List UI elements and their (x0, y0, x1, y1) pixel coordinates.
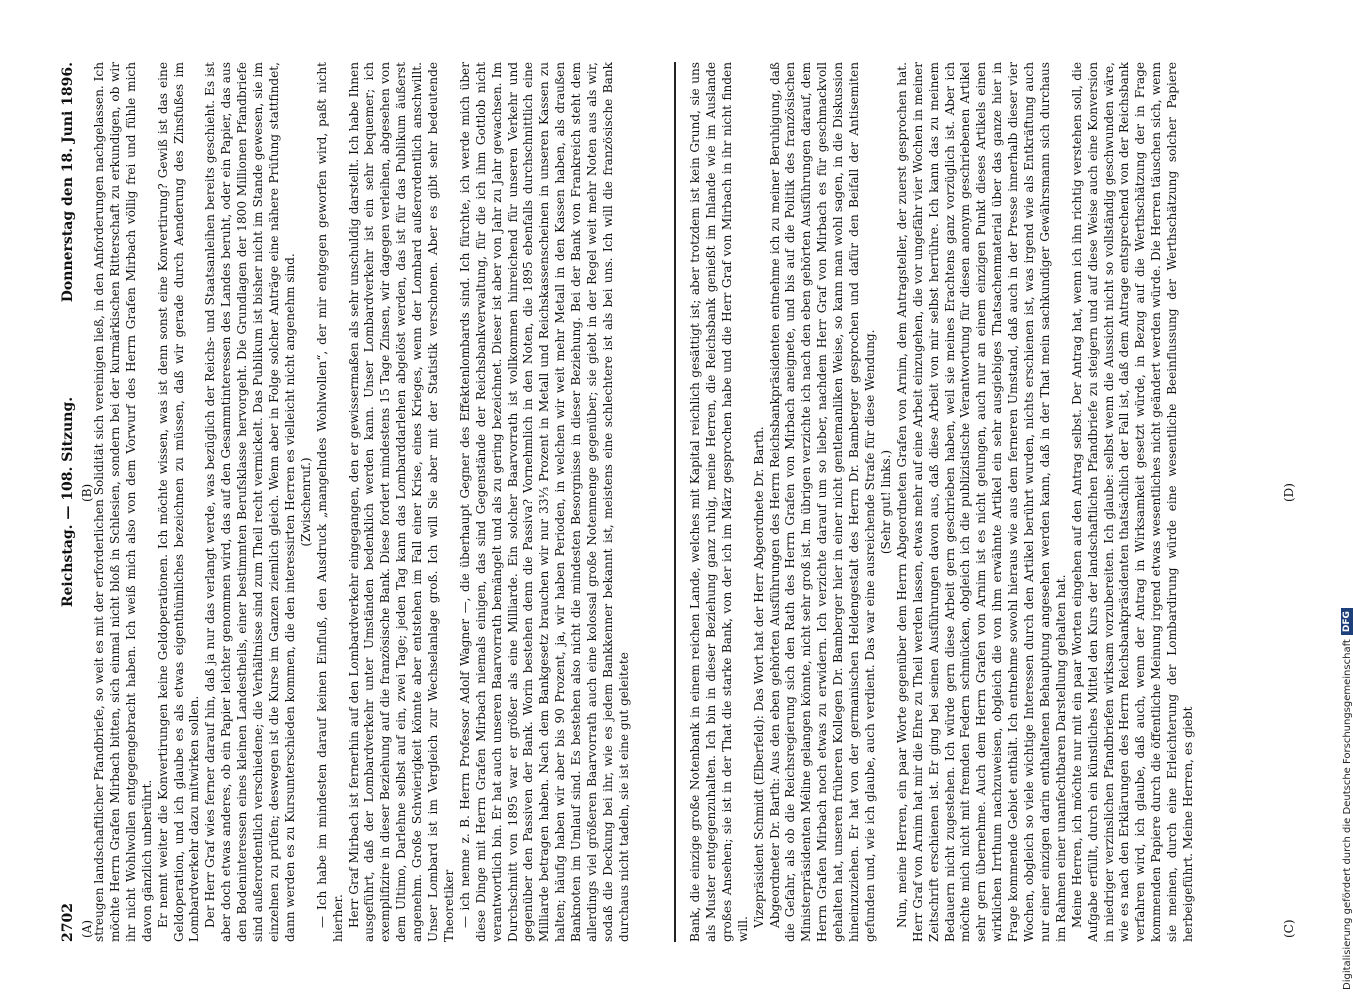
right-column-paragraph: Abgeordneter Dr. Barth: Aus den eben gehörten Ausführungen des Herrn Reichsbankpräsidenten entnehme ich zu meiner Beruhigung, daß die Gefahr, als ob die Reichsregierung sich den Rath des Herrn Grafen von Mirbach aneignete, und bis auf die Politik des französischen Ministerpräsidenten Méline gelangen könnte, nicht sehr groß ist. Im übrigen verzichte ich nach den eben gehörten Ausführungen darauf, dem Herrn Grafen Mirbach noch etwas zu erwidern. Ich verzichte darauf um so lieber, nachdem Herr Graf von Mirbach es für geschmackvoll gehalten hat, unseren früheren Kollegen Dr. Bamberger hier in einer nicht gentlemanliken Weise, so kann man wohl sagen, in die Diskussion hineinzuziehen. Er hat von der germanischen Heldengestalt des Herrn Dr. Bamberger gesprochen und dafür den Beifall der Antisemiten gefunden und, wie ich glaube, auch verdient. Das war eine ausreichende Strafe für diese Wendung. (767, 62, 877, 942)
page-header (56, 62, 82, 942)
right-column-paragraph: Nun, meine Herren, ein paar Worte gegenüber dem Herrn Abgeordneten Grafen von Arnim, dem Antragsteller, der zuerst gesprochen hat. Herr Graf von Arnim hat mir die Ehre zu Theil werden lassen, etwas mehr auf eine Arbeit einzugehen, die vor ungefähr vier Wochen in meiner Zeitschrift erschienen ist. Er ging bei seinen Ausführungen davon aus, daß diese Arbeit von mir selbst herrühre. Ich kann das zu meinem Bedauern nicht zugestehen. Ich würde gern diese Arbeit gern geschrieben haben, weil sie meines Erachtens ganz vorzüglich ist. Aber ich möchte mich nicht mit fremden Federn schmücken, obgleich ich die publizistische Verantwortung für diesen anonym geschriebenen Artikel sehr gern übernehme. Auch dem Herrn Grafen von Arnim ist es nicht gelungen, auch nur an einem einzigen Punkt dieses Artikels einen wirklichen Irrthum nachzuweisen, obgleich die von ihm erwähnte Artikel ein sehr ausgiebiges Thatsachenmaterial über das ganze hier in Frage kommende Gebiet enthält. Ich entnehme sowohl hieraus wie aus dem ferneren Umstand, daß auch in der Presse innerhalb dieser vier Wochen, obgleich so viele wichtige Interessen durch den Artikel berührt wurden, nichts erschienen ist, was irgend wie als Entkräftung auch nur einer einzigen darin enthaltenen Behauptung angesehen werden kann, daß in der That mein sachkundiger Gewährsmann sich durchaus im Rahmen einer unanfechtbaren Darstellung gehalten hat. (894, 62, 1068, 942)
column-divider (674, 62, 676, 942)
right-column-paragraph: Meine Herren, ich möchte nur mit ein paar Worten eingehen auf den Antrag selbst. Der Antrag hat, wenn ich ihn richtig verstehen soll, die Aufgabe erfüllt, durch ein künstliches Mittel den Kurs der landschaftlichen Pfandbriefe zu steigern und auf diese Weise auch eine Konversion in niedriger verzinslichen Pfandbriefen wirksam vorzubereiten. Ich glaube: selbst wenn die Aussicht nicht so vollständig geschwunden wäre, wie es nach den Erklärungen des Herrn Reichsbankpräsidenten thatsächlich der Fall ist, daß dem Antrage entsprechend von der Reichsbank verfahren wird, ich glaube, daß auch, wenn der Antrag in Wirksamkeit gesetzt würde, in Bezug auf die Werthschätzung der in Frage kommenden Papiere durch die öffentliche Meinung irgend etwas wesentliches nicht geändert werden würde. Die Herren täuschen sich, wenn sie meinen, durch eine Erleichterung der Lombardirung würde eine wesentliche Beeinflussung der Werthschätzung solcher Papiere herbeigeführt. Meine Herren, es giebt (1069, 62, 1196, 942)
left-text-column (92, 62, 664, 942)
left-column-paragraph: — ich nenne z. B. Herrn Professor Adolf Wagner —, die überhaupt Gegner des Effektenlombards sind. Ich fürchte, ich werde mich über diese Dinge mit Herrn Grafen Mirbach niemals einigen, das sind Gegenstände der Reichsbankverwaltung, für die ich ihm Gottlob nicht verantwortlich bin. Er hat auch unseren Baarvorrath bemängelt und als zu gering bezeichnet. Dieser ist aber von Jahr zu Jahr gewachsen. Im Durchschnitt von 1895 war er größer als eine Milliarde. Ein solcher Baarvorrath ist vollkommen hinreichend für unseren Verkehr und gegenüber den Passiven der Bank. Worin bestehen denn die Passiva? Vornehmlich in den Noten, die 1895 ebenfalls durchschnittlich eine Milliarde betragen haben. Nach dem Bankgesetz brauchen wir nur 33⅓ Prozent in Metall und Reichskassenscheinen in unseren Kassen zu halten; häufig haben wir aber bis 90 Prozent, ja, wir haben Perioden, in welchen wir weit mehr Metall in den Kassen haben, als draußen Banknoten im Umlauf sind. Es bestehen also nicht die mindesten Besorgnisse in dieser Beziehung. Bei der Bank von Frankreich steht dem allerdings viel größeren Baarvorrath auch eine kolossal große Notenmenge gegenüber; sie giebt in der Regel weit mehr Noten aus als wir, sodaß die Deckung bei ihr, wie es jedem Bankkenner bekannt ist, meistens eine schlechtere ist als bei uns. Ich will die französische Bank durchaus nicht tadeln, sie ist eine gut geleitete (457, 62, 631, 942)
rotated-document-page (56, 62, 1296, 942)
right-column-paragraph: Vizepräsident Schmidt (Elberfeld): Das Wort hat der Herr Abgeordnete Dr. Barth. (751, 426, 766, 928)
left-column-paragraph: streugen landschaftlicher Pfandbriefe, so weit es mit der erforderlichen Solidität sich vereinigen ließ, in den Anforderungen nachgelassen. Ich möchte Herrn Grafen Mirbach bitten, sich einmal nicht bloß in Schlesien, sondern bei der kurmärkischen Ritterschaft zu erkundigen, ob wir ihr nicht Wohlwollen entgegengebracht haben. Ich weiß mich also von dem Vorwurf des Herrn Grafen Mirbach völlig frei und fühle mich davon gänzlich unberührt. (92, 62, 154, 942)
dfg-logo: DFG (1341, 608, 1353, 635)
session-title: Reichstag. — 108. Sitzung. (60, 396, 76, 608)
session-date: Donnerstag den 18. Juni 1896. (60, 62, 76, 303)
left-column-paragraph: Der Herr Graf wies ferner darauf hin, daß ja nur das verlangt werde, was bezüglich der Reichs- und Staatsanleihen bereits geschieht. Es ist aber doch etwas anderes, ob ein Papier leichter genommen wird, das auf den Gesammtinteressen des Landes beruht, oder ein Papier, das aus den Bodeninteressen eines kleinen Landestheils, einer bestimmten Berufsklasse hervorgeht. Die Grundlagen der 1800 Millionen Pfandbriefe sind außerordentlich verschiedene; die Verhältnisse sind zum Theil recht vermickelt. Das Publikum ist bisher nicht im Stande gewesen, sie im einzelnen zu prüfen; deswegen ist die Kurse im Ganzen ziemlich gleich. Wenn aber in Folge solcher Anträge eine nähere Prüfung stattfindet, dann werden es zu Kursunterschieden kommen, die den interessirten Herren es vielleicht nicht angenehm sind. (203, 62, 297, 942)
left-column-paragraph: (Zwischenruf.) (298, 457, 313, 547)
margin-mark-b: (B) (80, 483, 94, 502)
funding-notice (1341, 608, 1353, 990)
left-column-paragraph: Er nennt weiter die Konvertirungen keine Geldoperationen. Ich möchte wissen, was ist denn sonst eine Konvertirung? Gewiß ist das eine Geldoperation, und ich glaube es als etwas eigenthümliches bezeichnen zu müssen, daß wir gerade durch Aenderung des Zinsfußes im Lombardverkehr dazu mitwirken sollen. (155, 62, 202, 942)
right-column-paragraph: (Sehr gut! links.) (878, 449, 893, 555)
left-column-paragraph: Herr Graf Mirbach ist fernerhin auf den Lombardverkehr eingegangen, den er gewissermaßen als sehr unschuldig darstellt. Ich habe Ihnen ausgeführt, daß der Lombardverkehr unter Umständen bedenklich werden kann. Unser Lombardverkehr ist ein sehr bequemer; ich exemplifizire in dieser Beziehung auf die französische Bank. Diese fordert mindestens 15 Tage Zinsen, wir dagegen verleihen, abgesehen von dem Ultimo, Darlehne selbst auf ein, zwei Tage; jeden Tag kann das Lombarddarlehen abgelöst werden, das ist für das Publikum äußerst angenehm. Große Schwierigkeit könnte aber entstehen im Fall einer Krise, eines Krieges, wenn der Lombard außerordentlich anschwillt. Unser Lombard ist im Vergleich zur Wechselanlage groß. Ich will Sie aber mit der Statistik verschonen. Aber es gibt sehr bedeutende Theoretiker (346, 62, 456, 942)
page-number: 2702 (60, 903, 76, 942)
right-column-paragraph: Bank, die einzige große Notenbank in einem reichen Lande, welches mit Kapital reichlich gesättigt ist; aber trotzdem ist kein Grund, sie uns als Muster entgegenzuhalten. Ich bin in dieser Beziehung ganz ruhig, meine Herren, die Reichsbank genießt im Inlande wie im Auslande großes Ansehen; sie ist in der That die starke Bank, von der ich im März gesprochen habe und die Herr Graf von Mirbach in ihr nicht finden will. (688, 62, 750, 942)
margin-mark-c: (C) (1282, 919, 1296, 938)
margin-mark-d: (D) (1282, 483, 1296, 502)
left-column-paragraph: — Ich habe im mindesten darauf keinen Einfluß, den Ausdruck „mangelndes Wohlwollen“, der mir entgegen geworfen wird, paßt nicht hierher. (314, 62, 345, 942)
funding-notice-text: Digitalisierung gefördert durch die Deutsche Forschungsgemeinschaft (1341, 639, 1353, 990)
margin-mark-a: (A) (80, 919, 94, 938)
right-text-column (688, 62, 1260, 942)
